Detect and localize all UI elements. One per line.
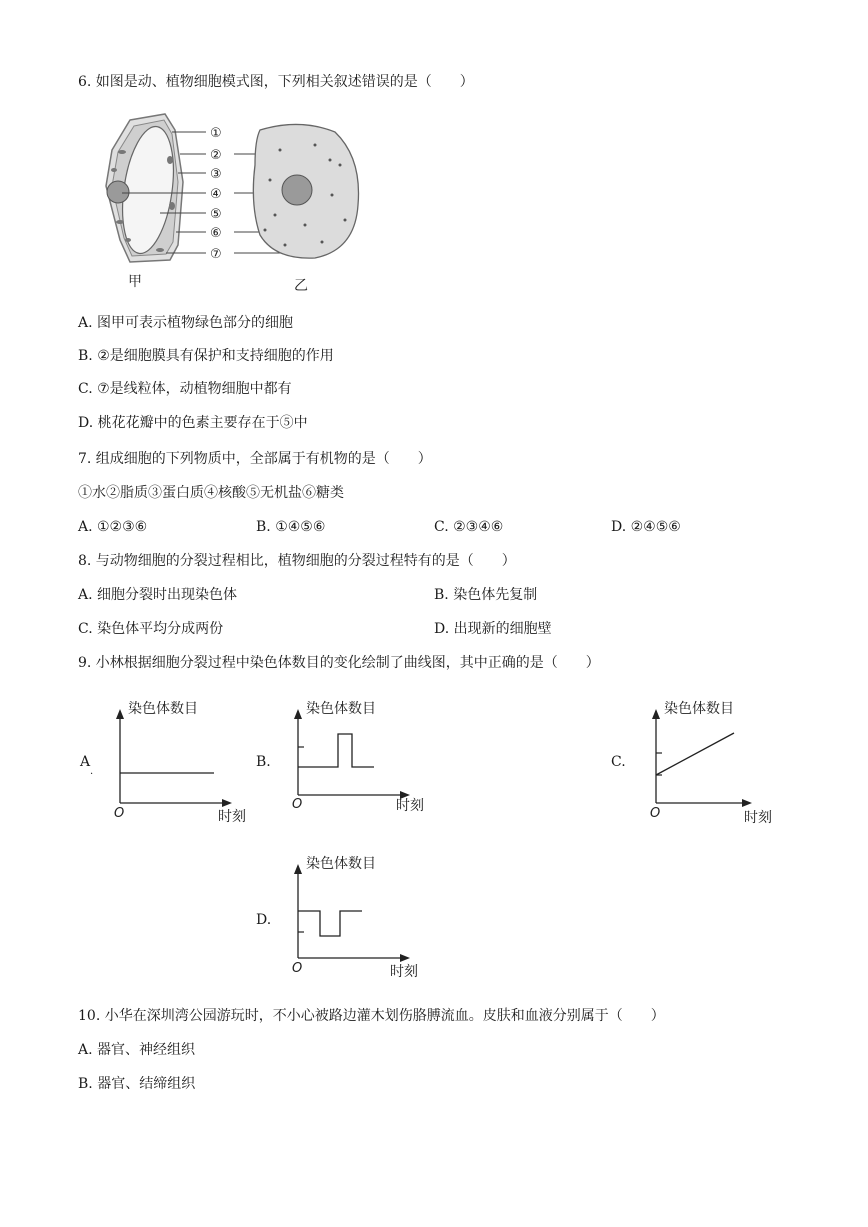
q6-option-c: C. ⑦是线粒体，动植物细胞中都有 <box>78 381 292 397</box>
graph-b-letter: B. <box>256 754 271 770</box>
graph-c <box>644 695 784 830</box>
q7-option-d: D. ②④⑤⑥ <box>611 519 681 535</box>
graph-b-xlabel: 时刻 <box>396 798 424 814</box>
q10-option-b: B. 器官、结缔组织 <box>78 1076 196 1092</box>
q8-option-c: C. 染色体平均分成两份 <box>78 621 224 637</box>
q8-stem: 8. 与动物细胞的分裂过程相比，植物细胞的分裂过程特有的是（ ） <box>78 553 516 569</box>
graph-d-letter: D. <box>256 912 272 928</box>
graph-d-ylabel: 染色体数目 <box>306 856 376 872</box>
graph-a-letter: A <box>80 754 91 770</box>
graph-c-xlabel: 时刻 <box>744 810 772 826</box>
animal-cell <box>253 124 358 258</box>
q9-stem: 9. 小林根据细胞分裂过程中染色体数目的变化绘制了曲线图，其中正确的是（ ） <box>78 655 600 671</box>
graph-c-origin: O <box>650 806 661 821</box>
plant-cell <box>106 114 183 262</box>
label-3: ③ <box>210 167 222 182</box>
graph-a-xlabel: 时刻 <box>218 809 246 825</box>
q6-option-a: A. 图甲可表示植物绿色部分的细胞 <box>78 315 294 331</box>
q8-option-b: B. 染色体先复制 <box>434 587 538 603</box>
graph-d-series <box>298 911 362 936</box>
q6-option-d: D. 桃花花瓣中的色素主要存在于⑤中 <box>78 415 308 431</box>
q7-stem: 7. 组成细胞的下列物质中，全部属于有机物的是（ ） <box>78 451 432 467</box>
label-7: ⑦ <box>210 247 222 262</box>
q7-items: ①水②脂质③蛋白质④核酸⑤无机盐⑥糖类 <box>78 485 344 501</box>
q10-option-a: A. 器官、神经组织 <box>78 1042 196 1058</box>
graph-b <box>286 695 446 820</box>
graph-d-origin: O <box>292 961 303 976</box>
graph-b-origin: O <box>292 797 303 812</box>
part-labels <box>210 126 222 262</box>
graph-a <box>108 695 268 830</box>
animal-cell-caption: 乙 <box>294 278 308 294</box>
graph-a-ylabel: 染色体数目 <box>128 701 198 717</box>
label-4: ④ <box>210 187 222 202</box>
label-5: ⑤ <box>210 207 222 222</box>
q10-stem: 10. 小华在深圳湾公园游玩时，不小心被路边灌木划伤胳膊流血。皮肤和血液分别属于（ ） <box>78 1008 665 1024</box>
graph-a-dot: . <box>90 766 94 777</box>
q7-option-b: B. ①④⑤⑥ <box>256 519 326 535</box>
plant-cell-caption: 甲 <box>128 274 142 290</box>
q7-option-a: A. ①②③⑥ <box>78 519 148 535</box>
graph-b-series <box>298 734 374 767</box>
label-1: ① <box>210 126 222 141</box>
graph-c-series <box>656 733 734 775</box>
q8-option-a: A. 细胞分裂时出现染色体 <box>78 587 238 603</box>
cell-diagram <box>100 110 400 295</box>
label-6: ⑥ <box>210 226 222 241</box>
q7-option-c: C. ②③④⑥ <box>434 519 504 535</box>
q6-option-b: B. ②是细胞膜具有保护和支持细胞的作用 <box>78 348 334 364</box>
graph-c-ylabel: 染色体数目 <box>664 701 734 717</box>
q6-stem: 6. 如图是动、植物细胞模式图，下列相关叙述错误的是（ ） <box>78 74 474 90</box>
graph-d-xlabel: 时刻 <box>390 964 418 980</box>
graph-c-letter: C. <box>611 754 626 770</box>
graph-a-origin: O <box>114 806 125 821</box>
q8-option-d: D. 出现新的细胞壁 <box>434 621 552 637</box>
graph-b-ylabel: 染色体数目 <box>306 701 376 717</box>
label-2: ② <box>210 148 222 163</box>
graph-d <box>286 850 446 980</box>
